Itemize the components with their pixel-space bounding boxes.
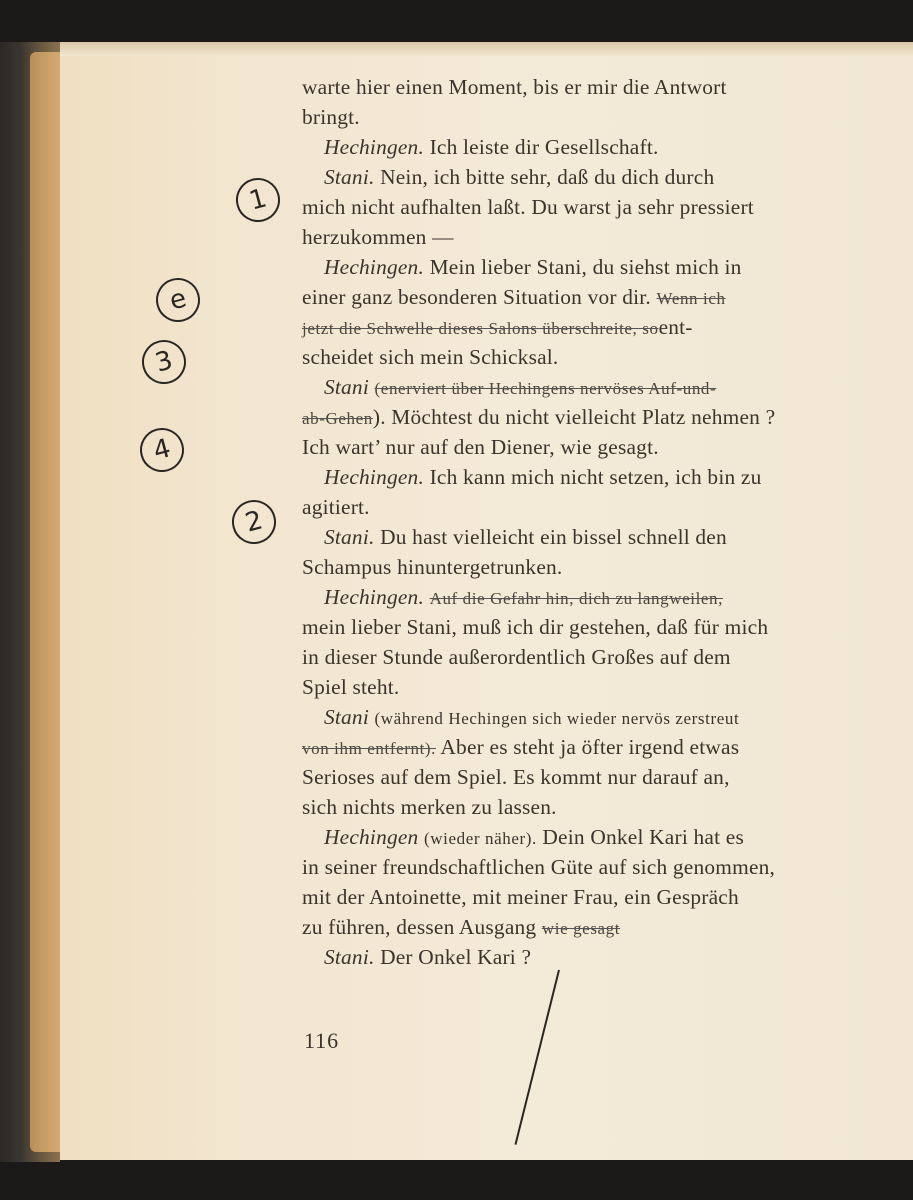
line-text: mit der Antoinette, mit meiner Frau, ein Gespräch: [302, 885, 739, 909]
line-text: ent-: [658, 315, 693, 339]
text-line: [324, 702, 739, 732]
line-text: Du hast vielleicht ein bissel schnell den: [380, 525, 727, 549]
speaker-name: Hechingen.: [324, 585, 425, 609]
text-line: [302, 282, 726, 312]
text-line: [302, 222, 454, 252]
line-text: in dieser Stunde außerordentlich Großes auf dem: [302, 645, 731, 669]
text-line: [302, 882, 739, 912]
text-line: [302, 762, 730, 792]
line-text: Spiel steht.: [302, 675, 400, 699]
text-line: [324, 132, 659, 162]
struck-text: jetzt die Schwelle dieses Salons überschreite, so: [302, 319, 659, 338]
stage-direction: (während Hechingen sich wieder nervös zerstreut: [374, 709, 740, 728]
line-text: Schampus hinuntergetrunken.: [302, 555, 563, 579]
speaker-name: Hechingen: [324, 825, 419, 849]
text-line: [302, 192, 754, 222]
line-text: sich nichts merken zu lassen.: [302, 795, 557, 819]
margin-marker-e: e: [151, 273, 205, 327]
margin-marker-3: 3: [137, 335, 191, 389]
text-line: [324, 582, 723, 612]
text-line: [302, 912, 620, 942]
margin-marker-2: 2: [227, 495, 281, 549]
speaker-name: Stani: [324, 705, 369, 729]
text-line: [324, 372, 716, 402]
line-text: Ich wart’ nur auf den Diener, wie gesagt.: [302, 435, 659, 459]
text-line: [302, 852, 775, 882]
text-line: [324, 252, 742, 282]
line-text: einer ganz besonderen Situation vor dir.: [302, 285, 651, 309]
text-line: [302, 552, 562, 582]
text-line: [324, 462, 762, 492]
line-text: in seiner freundschaftlichen Güte auf sich genommen,: [302, 855, 776, 879]
text-line: [302, 792, 557, 822]
line-text: Mein lieber Stani, du siehst mich in: [429, 255, 742, 279]
line-text: Aber es steht ja öfter irgend etwas: [436, 735, 740, 759]
margin-marker-1: 1: [231, 173, 285, 227]
speaker-name: Hechingen.: [324, 255, 425, 279]
line-text: Dein Onkel Kari hat es: [536, 825, 745, 849]
speaker-name: Hechingen.: [324, 465, 425, 489]
line-text: Ich leiste dir Gesellschaft.: [429, 135, 659, 159]
line-text: mich nicht aufhalten laßt. Du warst ja sehr pressiert: [302, 195, 754, 219]
text-line: [302, 102, 360, 132]
text-line: [324, 822, 744, 852]
text-line: [324, 942, 531, 972]
line-text: agitiert.: [302, 495, 370, 519]
struck-text: Wenn ich: [656, 289, 726, 308]
struck-text: von ihm entfernt).: [302, 739, 437, 758]
text-line: [302, 402, 775, 432]
line-text: zu führen, dessen Ausgang: [302, 915, 537, 939]
text-line: [302, 432, 659, 462]
margin-marker-4: 4: [135, 423, 189, 477]
text-line: [302, 642, 731, 672]
text-line: [302, 612, 768, 642]
speaker-name: Stani.: [324, 525, 375, 549]
line-text: ). Möchtest du nicht vielleicht Platz nehmen ?: [372, 405, 776, 429]
speaker-name: Stani.: [324, 165, 375, 189]
line-text: mein lieber Stani, muß ich dir gestehen, daß für mich: [302, 615, 769, 639]
speaker-name: Stani: [324, 375, 369, 399]
struck-text: ab-Gehen: [302, 409, 373, 428]
text-line: [302, 732, 739, 762]
line-text: bringt.: [302, 105, 360, 129]
text-line: [324, 162, 714, 192]
line-text: scheidet sich mein Schicksal.: [302, 345, 559, 369]
line-text: Serioses auf dem Spiel. Es kommt nur darauf an,: [302, 765, 730, 789]
text-line: [302, 72, 727, 102]
line-text: warte hier einen Moment, bis er mir die Antwort: [302, 75, 727, 99]
speaker-name: Hechingen.: [324, 135, 425, 159]
stage-direction: (wieder näher).: [424, 829, 537, 848]
text-line: [302, 342, 558, 372]
struck-text: (enerviert über Hechingens nervöses Auf-und-: [374, 379, 717, 398]
struck-text: Auf die Gefahr hin, dich zu langweilen,: [429, 589, 723, 608]
page-number: 116: [304, 1028, 340, 1053]
text-line: [302, 492, 370, 522]
page-shadow: [60, 42, 913, 56]
line-text: Ich kann mich nicht setzen, ich bin zu: [429, 465, 762, 489]
text-line: [324, 522, 727, 552]
text-line: [302, 312, 693, 342]
line-text: Der Onkel Kari ?: [380, 945, 532, 969]
speaker-name: Stani.: [324, 945, 375, 969]
struck-text: wie gesagt: [541, 919, 621, 938]
line-text: herzukommen —: [302, 225, 454, 249]
line-text: Nein, ich bitte sehr, daß du dich durch: [380, 165, 715, 189]
text-line: [302, 672, 399, 702]
